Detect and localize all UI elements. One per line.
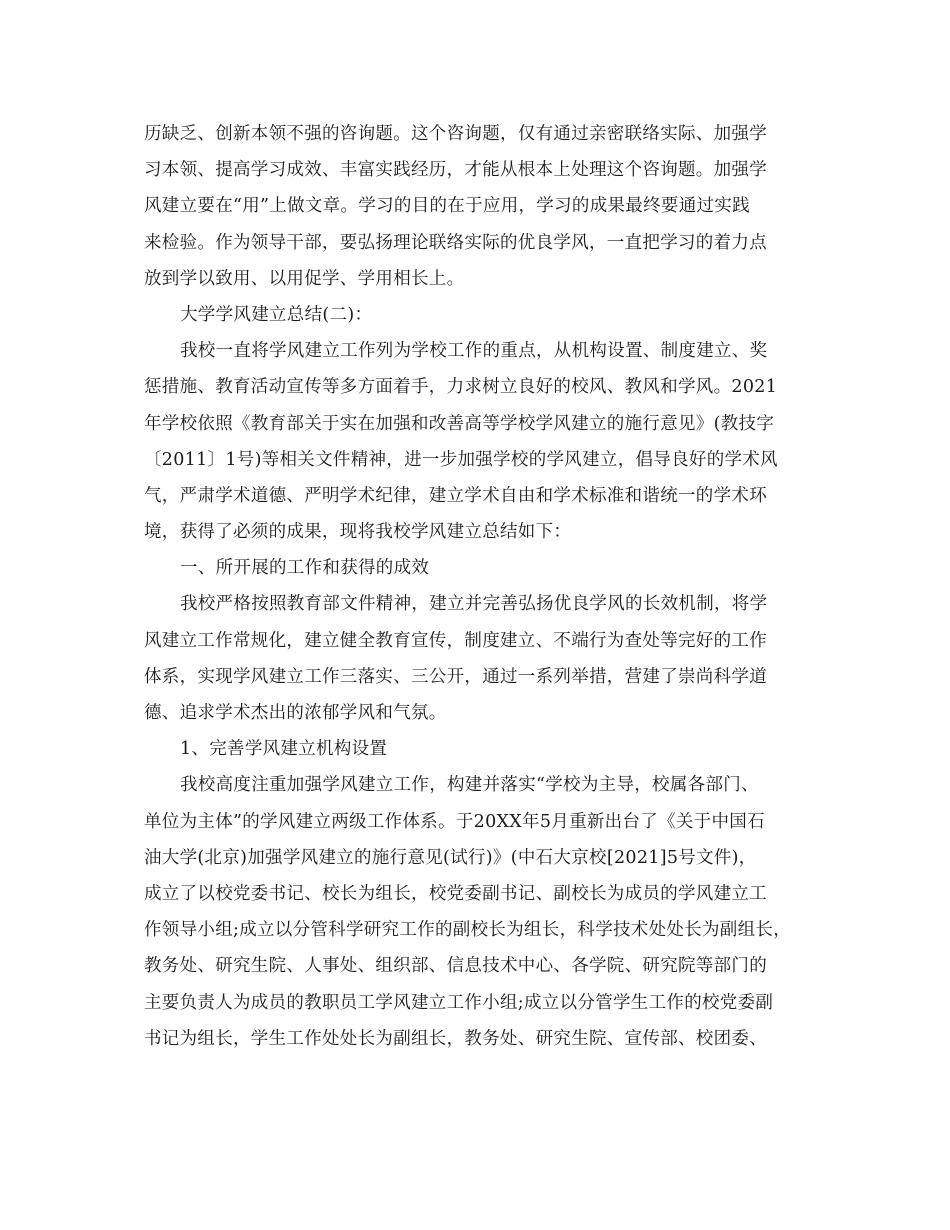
text-line: 德、追求学术杰出的浓郁学风和气氛。 bbox=[144, 703, 447, 723]
text-line: 风建立要在“用”上做文章。学习的目的在于应用，学习的成果最终要通过实践 bbox=[144, 196, 750, 217]
section-heading: 大学学风建立总结(二)： bbox=[180, 304, 373, 325]
text-line: 我校一直将学风建立工作列为学校工作的重点，从机构设置、制度建立、奖 bbox=[180, 341, 768, 362]
text-line: 主要负责人为成员的教职员工学风建立工作小组;成立以分管学生工作的校党委副 bbox=[144, 992, 774, 1013]
text-line: 教务处、研究生院、人事处、组织部、信息技术中心、各学院、研究院等部门的 bbox=[144, 956, 767, 977]
text-line: 体系，实现学风建立工作三落实、三公开，通过一系列举措，营建了崇尚科学道 bbox=[144, 666, 767, 687]
section-heading: 一、所开展的工作和获得的成效 bbox=[180, 558, 430, 579]
text-line: 惩措施、教育活动宣传等多方面着手，力求树立良好的校风、教风和学风。2021 bbox=[144, 377, 778, 398]
text-line: 习本领、提高学习成效、丰富实践经历，才能从根本上处理这个咨询题。加强学 bbox=[144, 160, 767, 181]
text-line: 我校严格按照教育部文件精神，建立并完善弘扬优良学风的长效机制，将学 bbox=[180, 594, 768, 615]
text-line: 放到学以致用、以用促学、学用相长上。 bbox=[144, 268, 465, 289]
text-line: 来检验。作为领导干部，要弘扬理论联络实际的优良学风，一直把学习的着力点 bbox=[144, 232, 767, 253]
text-line: 历缺乏、创新本领不强的咨询题。这个咨询题，仅有通过亲密联络实际、加强学 bbox=[144, 124, 767, 144]
text-line: 单位为主体”的学风建立两级工作体系。于20XX年5月重新出台了《关于中国石 bbox=[144, 811, 765, 832]
text-line: 油大学(北京)加强学风建立的施行意见(试行)》(中石大京校[2021]5号文件)， bbox=[144, 847, 757, 868]
document-body bbox=[144, 116, 804, 1057]
text-line: 风建立工作常规化，建立健全教育宣传，制度建立、不端行为查处等完好的工作 bbox=[144, 630, 767, 651]
text-line: 境，获得了必须的成果，现将我校学风建立总结如下： bbox=[144, 522, 572, 543]
text-line: 年学校依照《教育部关于实在加强和改善高等学校学风建立的施行意见》(教技字 bbox=[144, 413, 775, 434]
text-line: 书记为组长，学生工作处处长为副组长，教务处、研究生院、宣传部、校团委、 bbox=[144, 1028, 767, 1049]
text-line: 我校高度注重加强学风建立工作，构建并落实“学校为主导，校属各部门、 bbox=[180, 775, 759, 796]
text-line: 〔2011〕1号)等相关文件精神，进一步加强学校的学风建立，倡导良好的学术风 bbox=[144, 449, 778, 470]
section-heading: 1、完善学风建立机构设置 bbox=[180, 739, 388, 760]
text-line: 成立了以校党委书记、校长为组长，校党委副书记、副校长为成员的学风建立工 bbox=[144, 883, 767, 904]
text-line: 气，严肃学术道德、严明学术纪律，建立学术自由和学术标准和谐统一的学术环 bbox=[144, 485, 767, 506]
text-line: 作领导小组;成立以分管科学研究工作的副校长为组长，科学技术处处长为副组长， bbox=[144, 920, 791, 941]
